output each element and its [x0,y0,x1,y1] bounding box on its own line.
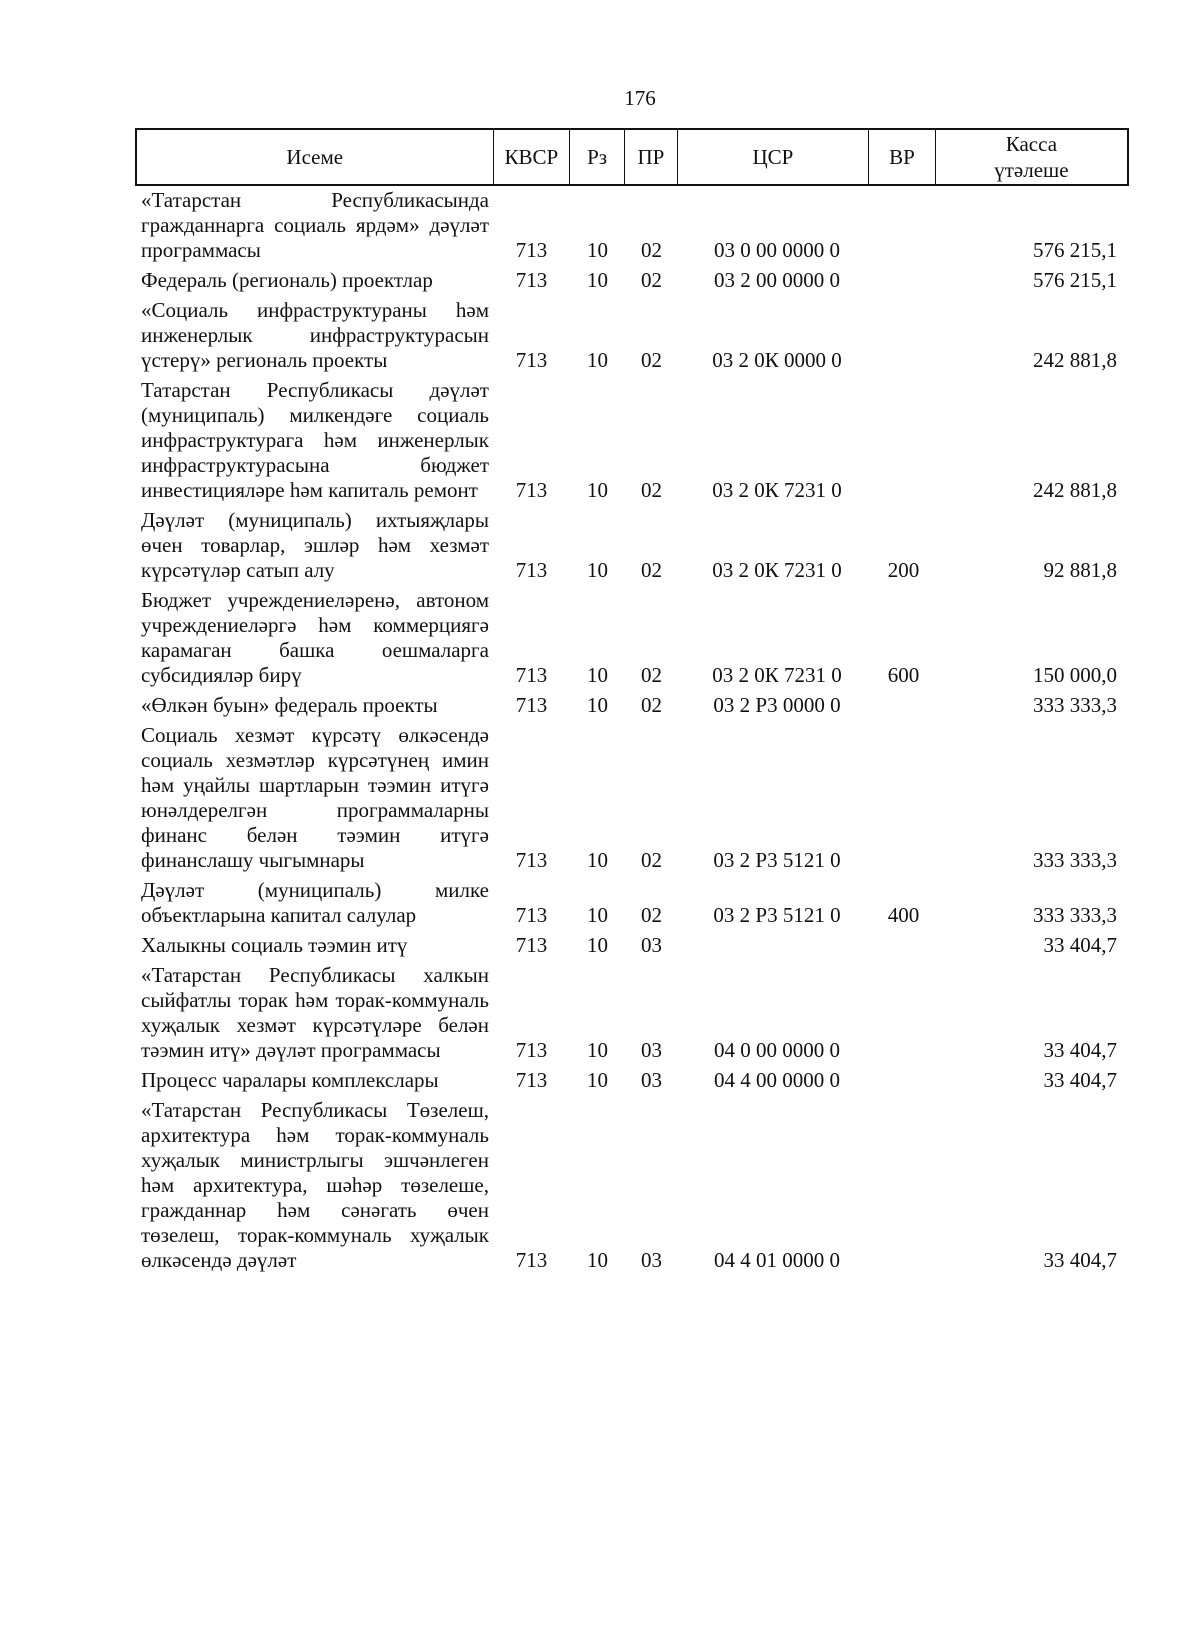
row-sum: 150 000,0 [1033,663,1117,687]
row-csr: 04 4 01 0000 0 [714,1248,840,1272]
header-pr: ПР [625,130,678,184]
budget-table [135,128,1129,1273]
row-csr: 04 4 00 0000 0 [714,1068,840,1092]
row-sum: 33 404,7 [1043,933,1117,957]
row-pr: 02 [641,348,662,372]
row-name: «Татарстан Республикасы халкын сыйфатлы торак һәм торак-коммуналь хуҗалык хезмәт күрсәтүләре белән тәэмин итү» дәүләт программасы [141,963,489,1062]
page-number: 176 [624,86,656,110]
row-rz: 10 [587,903,608,927]
row-rz: 10 [587,478,608,502]
row-name: Татарстан Республикасы дәүләт (муниципаль) милкендәге социаль инфраструктурага һәм инженерлык инфраструктурасына бюджет инвестицияләре һәм капиталь ремонт [141,378,489,502]
row-kvsr: 713 [515,478,548,502]
table-row [135,878,1129,928]
row-csr: 03 2 Р3 0000 0 [713,693,841,717]
row-csr: 03 2 Р3 5121 0 [713,848,841,872]
row-pr: 02 [641,663,662,687]
row-kvsr: 713 [515,848,548,872]
row-sum: 576 215,1 [1033,268,1117,292]
row-name: «Социаль инфраструктураны һәм инженерлык инфраструктурасын үстерү» региональ проекты [141,298,489,372]
row-kvsr: 713 [515,693,548,717]
header-kvsr: КВСР [494,130,571,184]
table-row [135,268,1129,293]
row-pr: 02 [641,238,662,262]
row-sum: 333 333,3 [1033,848,1117,872]
row-kvsr: 713 [515,348,548,372]
row-name: Бюджет учреждениеләренә, автоном учреждениеләргә һәм коммерциягә карамаган башка оешмаларга субсидияләр бирү [141,588,489,687]
row-rz: 10 [587,268,608,292]
row-pr: 02 [641,693,662,717]
row-pr: 02 [641,478,662,502]
row-pr: 02 [641,848,662,872]
row-rz: 10 [587,558,608,582]
row-kvsr: 713 [515,558,548,582]
row-pr: 03 [641,1038,662,1062]
row-vr: 200 [887,558,920,582]
row-sum: 576 215,1 [1033,238,1117,262]
row-csr: 03 0 00 0000 0 [714,238,840,262]
row-pr: 02 [641,903,662,927]
row-csr: 03 2 0К 0000 0 [712,348,842,372]
row-kvsr: 713 [515,663,548,687]
table-header [135,128,1129,186]
row-kvsr: 713 [515,1248,548,1272]
row-rz: 10 [587,848,608,872]
row-rz: 10 [587,1038,608,1062]
row-csr: 04 0 00 0000 0 [714,1038,840,1062]
row-sum: 33 404,7 [1043,1248,1117,1272]
row-rz: 10 [587,693,608,717]
row-rz: 10 [587,933,608,957]
row-pr: 03 [641,1068,662,1092]
table-row [135,1098,1129,1273]
table-row [135,693,1129,718]
row-vr: 400 [887,903,920,927]
table-row [135,188,1129,263]
row-pr: 03 [641,1248,662,1272]
row-vr: 600 [887,663,920,687]
row-sum: 333 333,3 [1033,693,1117,717]
row-rz: 10 [587,238,608,262]
header-sum: Касса үтәлеше [994,132,1069,182]
row-sum: 242 881,8 [1033,478,1117,502]
row-name: «Татарстан Республикасында гражданнарга социаль ярдәм» дәүләт программасы [141,188,489,262]
row-kvsr: 713 [515,268,548,292]
row-kvsr: 713 [515,933,548,957]
row-pr: 02 [641,268,662,292]
row-pr: 02 [641,558,662,582]
row-name: «Татарстан Республикасы Төзелеш, архитектура һәм торак-коммуналь хуҗалык министрлыгы эшчәнлеген һәм архитектура, шәһәр төзелеше, гражданнар һәм сәнәгать өчен төзелеш, торак-коммуналь хуҗалык өлкәсендә дәүләт [141,1098,489,1272]
row-kvsr: 713 [515,1068,548,1092]
row-csr: 03 2 0К 7231 0 [712,663,842,687]
table-row [135,1068,1129,1093]
row-sum: 242 881,8 [1033,348,1117,372]
row-csr: 03 2 Р3 5121 0 [713,903,841,927]
row-csr: 03 2 0К 7231 0 [712,478,842,502]
row-rz: 10 [587,1248,608,1272]
row-pr: 03 [641,933,662,957]
row-csr: 03 2 00 0000 0 [714,268,840,292]
row-csr: 03 2 0К 7231 0 [712,558,842,582]
header-rz: Рз [570,130,625,184]
table-row [135,933,1129,958]
table-row [135,378,1129,503]
table-row [135,298,1129,373]
table-row [135,723,1129,873]
row-sum: 333 333,3 [1033,903,1117,927]
row-rz: 10 [587,663,608,687]
table-row [135,963,1129,1063]
row-name: Процесс чаралары комплекслары [141,1068,439,1092]
row-rz: 10 [587,348,608,372]
row-name: Федераль (региональ) проектлар [141,268,433,292]
table-body [135,188,1129,1273]
header-name: Исеме [137,130,494,184]
row-kvsr: 713 [515,903,548,927]
header-vr: ВР [869,130,936,184]
table-row [135,508,1129,583]
table-row [135,588,1129,688]
header-csr: ЦСР [678,130,869,184]
row-rz: 10 [587,1068,608,1092]
row-kvsr: 713 [515,238,548,262]
row-sum: 33 404,7 [1043,1068,1117,1092]
row-name: Дәүләт (муниципаль) милке объектларына капитал салулар [141,878,489,927]
row-name: «Өлкән буын» федераль проекты [141,693,438,717]
row-name: Дәүләт (муниципаль) ихтыяҗлары өчен товарлар, эшләр һәм хезмәт күрсәтүләр сатып алу [141,508,489,582]
row-sum: 92 881,8 [1043,558,1117,582]
row-sum: 33 404,7 [1043,1038,1117,1062]
row-name: Халыкны социаль тәэмин итү [141,933,408,957]
row-kvsr: 713 [515,1038,548,1062]
row-name: Социаль хезмәт күрсәтү өлкәсендә социаль хезмәтләр күрсәтүнең имин һәм уңайлы шартларын тәэмин итүгә юнәлдерелгән программаларны финанс белән тәэмин итүгә финанслашу чыгымнары [141,723,489,872]
